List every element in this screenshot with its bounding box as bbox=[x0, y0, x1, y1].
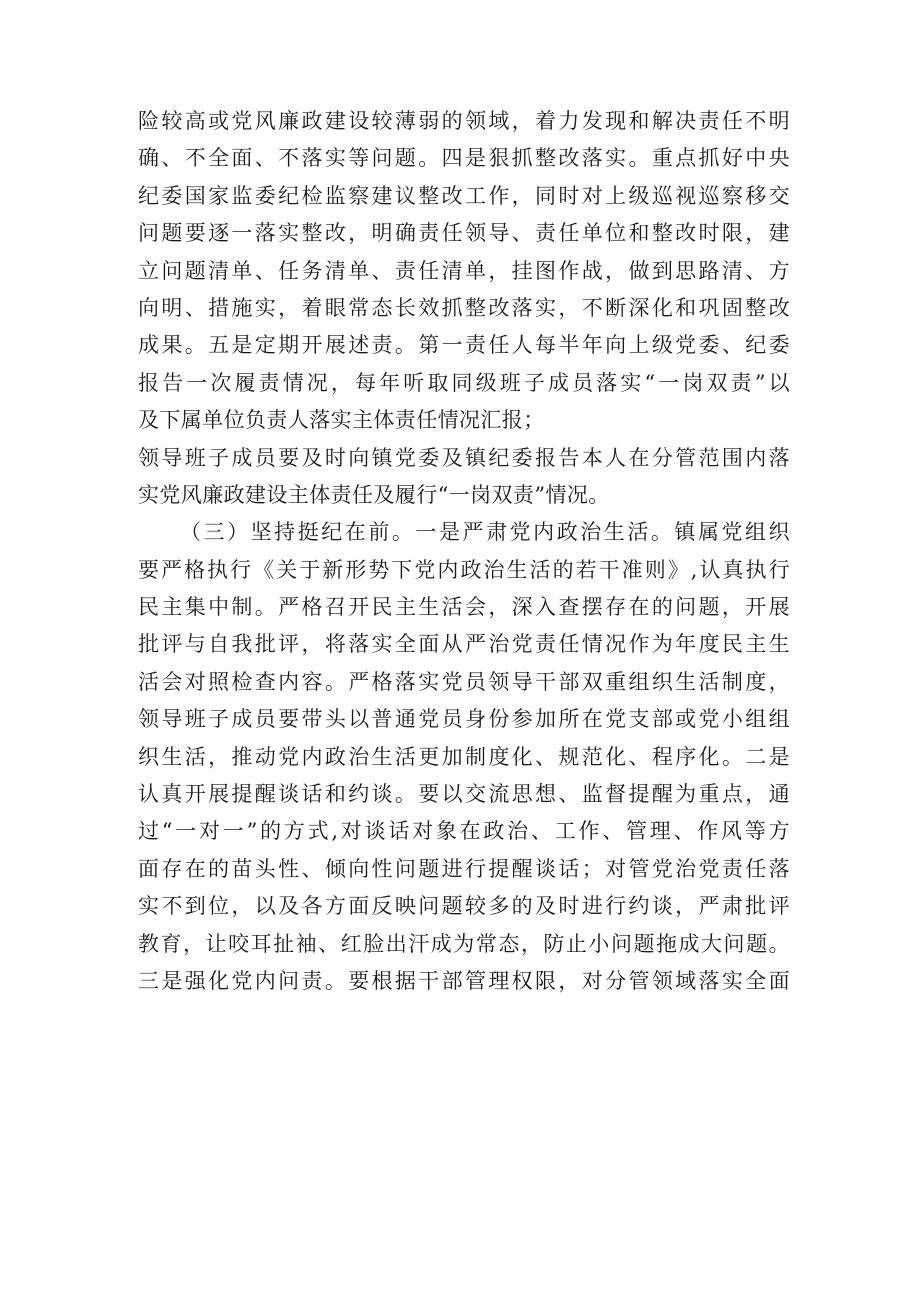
text-line-19: 认真开展提醒谈话和约谈。要以交流思想、监督提醒为重点，通 bbox=[138, 782, 790, 807]
text-line-13: 要严格执行《关于新形势下党内政治生活的若干准则》,认真执行 bbox=[138, 557, 790, 582]
text-line-14: 民主集中制。严格召开民主生活会，深入查摆存在的问题，开展 bbox=[138, 595, 790, 620]
text-line-16: 活会对照检查内容。严格落实党员领导干部双重组织生活制度， bbox=[138, 669, 790, 694]
text-line-1: 险较高或党风廉政建设较薄弱的领域，着力发现和解决责任不明 bbox=[138, 109, 790, 133]
text-line-22: 实不到位，以及各方面反映问题较多的及时进行约谈，严肃批评 bbox=[138, 894, 790, 919]
text-line-5: 立问题清单、任务清单、责任清单，挂图作战，做到思路清、方 bbox=[138, 258, 790, 283]
text-line-2: 确、不全面、不落实等问题。四是狠抓整改落实。重点抓好中央 bbox=[138, 146, 790, 171]
text-line-11: 实党风廉政建设主体责任及履行“一岗双责”情况。 bbox=[138, 482, 610, 507]
text-line-18: 织生活，推动党内政治生活更加制度化、规范化、程序化。二是 bbox=[138, 744, 790, 769]
text-line-20: 过“一对一”的方式,对谈话对象在政治、工作、管理、作风等方 bbox=[138, 819, 790, 844]
text-line-9: 及下属单位负责人落实主体责任情况汇报； bbox=[138, 408, 545, 433]
text-line-10: 领导班子成员要及时向镇党委及镇纪委报告本人在分管范围内落 bbox=[138, 445, 790, 470]
text-line-7: 成果。五是定期开展述责。第一责任人每半年向上级党委、纪委 bbox=[138, 333, 790, 358]
text-line-21: 面存在的苗头性、倾向性问题进行提醒谈话；对管党治党责任落 bbox=[138, 856, 790, 881]
text-line-24: 三是强化党内问责。要根据干部管理权限，对分管领域落实全面 bbox=[138, 968, 790, 993]
text-line-23: 教育，让咬耳扯袖、红脸出汗成为常态，防止小问题拖成大问题。 bbox=[138, 931, 790, 956]
text-line-8: 报告一次履责情况，每年听取同级班子成员落实“一岗双责”以 bbox=[138, 370, 790, 395]
text-line-17: 领导班子成员要带头以普通党员身份参加所在党支部或党小组组 bbox=[138, 707, 790, 732]
text-line-6: 向明、措施实，着眼常态长效抓整改落实，不断深化和巩固整改 bbox=[138, 295, 790, 320]
text-line-15: 批评与自我批评，将落实全面从严治党责任情况作为年度民主生 bbox=[138, 632, 790, 657]
text-line-4: 问题要逐一落实整改，明确责任领导、责任单位和整改时限，建 bbox=[138, 221, 790, 246]
text-line-3: 纪委国家监委纪检监察建议整改工作，同时对上级巡视巡察移交 bbox=[138, 183, 790, 208]
document-body bbox=[138, 103, 790, 1000]
section-heading-line: （三）坚持挺纪在前。一是严肃党内政治生活。镇属党组织 bbox=[180, 520, 790, 545]
